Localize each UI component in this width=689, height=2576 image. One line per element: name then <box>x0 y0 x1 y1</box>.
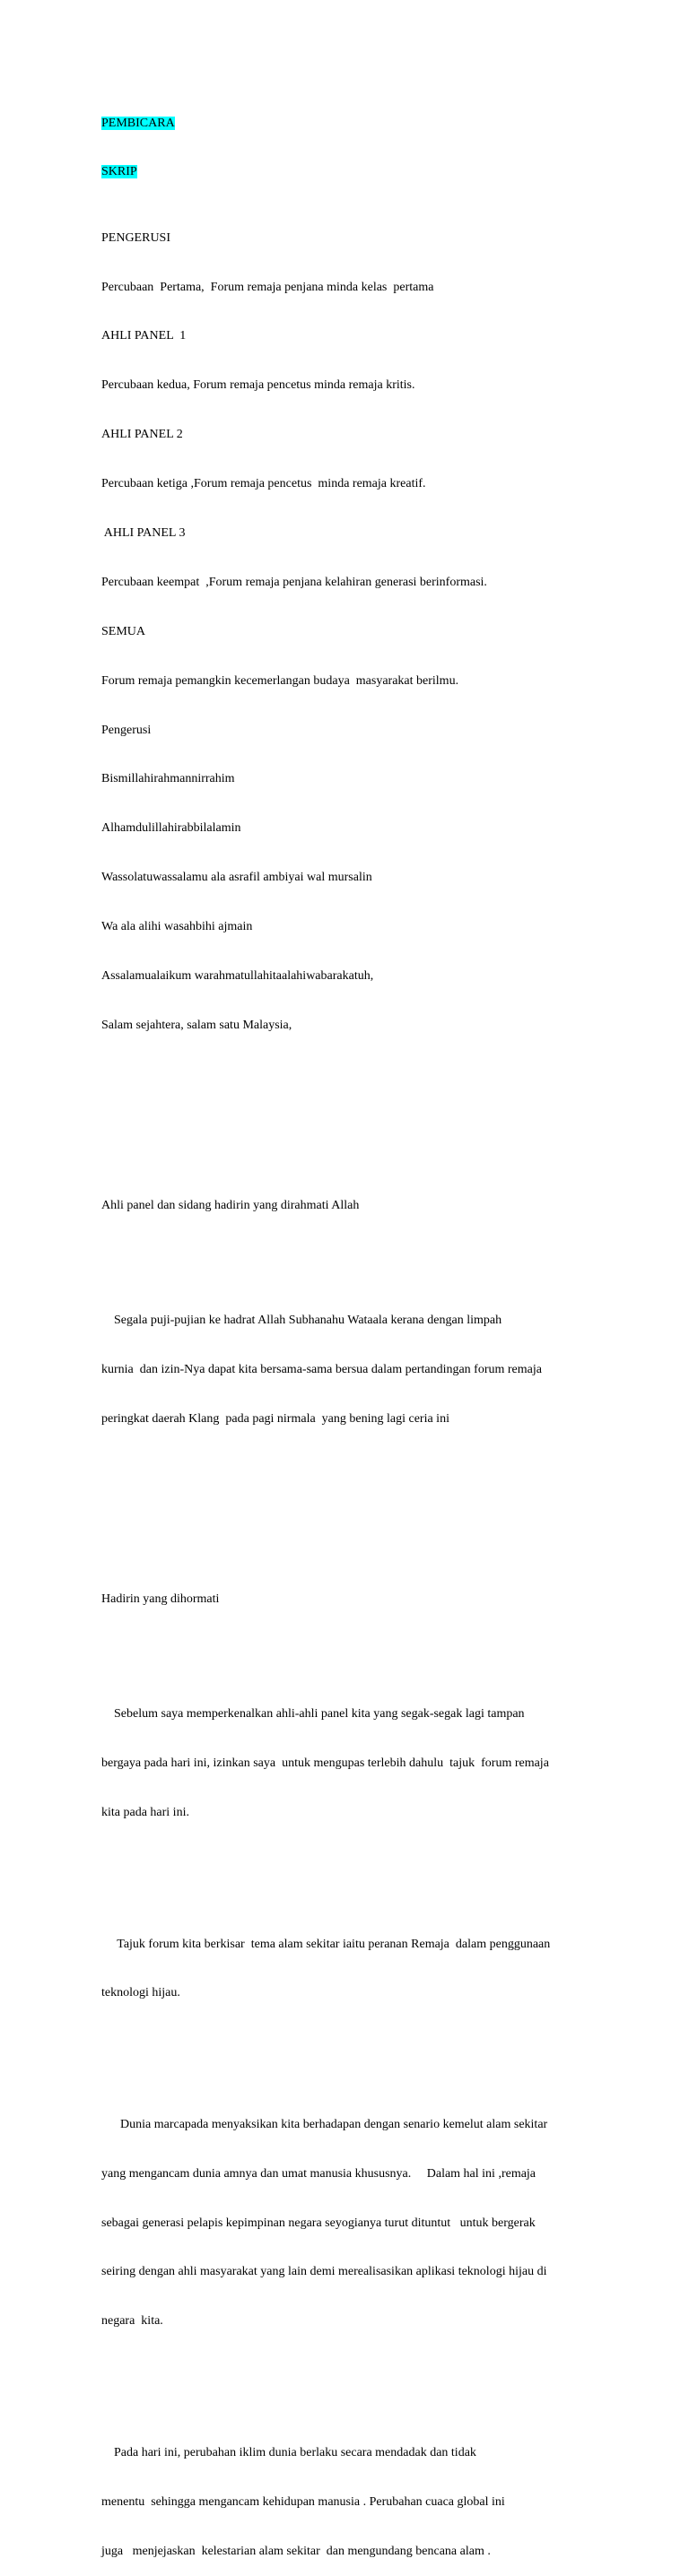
paragraph-line: Pada hari ini, perubahan iklim dunia berlaku secara mendadak dan tidak <box>101 2445 476 2459</box>
paragraph-line: sebagai generasi pelapis kepimpinan negara seyogianya turut dituntut untuk bergerak <box>101 2216 536 2230</box>
text-line: Percubaan ketiga ,Forum remaja pencetus minda remaja kreatif. <box>101 477 426 491</box>
blank-line <box>101 2380 676 2396</box>
document-page <box>101 82 676 2576</box>
text-line: AHLI PANEL 3 <box>101 526 186 541</box>
highlighted-text: SKRIP <box>101 165 137 179</box>
paragraph-line: peringkat daerah Klang pada pagi nirmala yang bening lagi ceria ini <box>101 1412 449 1427</box>
text-line: Pengerusi <box>101 723 152 737</box>
paragraph-line: yang mengancam dunia amnya dan umat manusia khususnya. Dalam hal ini ,remaja <box>101 2166 536 2181</box>
greeting-heading: Ahli panel dan sidang hadirin yang dirahmati Allah <box>101 1199 360 1213</box>
blank-line <box>101 1870 676 1886</box>
blank-line <box>101 1132 676 1149</box>
text-line: Percubaan kedua, Forum remaja pencetus minda remaja kritis. <box>101 378 415 393</box>
paragraph-line: juga menjejaskan kelestarian alam sekitar dan mengundang bencana alam . <box>101 2544 491 2558</box>
skrip-label <box>101 164 676 180</box>
paragraph-line: Sebelum saya memperkenalkan ahli-ahli panel kita yang segak-segak lagi tampan <box>101 1707 525 1722</box>
blank-line <box>101 1247 676 1263</box>
paragraph-line: bergaya pada hari ini, izinkan saya untuk mengupas terlebih dahulu tajuk forum remaja <box>101 1756 549 1771</box>
text-line: Percubaan keempat ,Forum remaja penjana kelahiran generasi berinformasi. <box>101 575 487 589</box>
paragraph-line: kita pada hari ini. <box>101 1806 189 1820</box>
text-line: AHLI PANEL 2 <box>101 428 183 442</box>
blank-line <box>101 1477 676 1493</box>
highlighted-text: PEMBICARA <box>101 116 175 130</box>
paragraph-line: kurnia dan izin-Nya dapat kita bersama-sama bersua dalam pertandingan forum remaja <box>101 1363 542 1377</box>
greeting-heading: Hadirin yang dihormati <box>101 1592 220 1607</box>
paragraph-line: Segala puji-pujian ke hadrat Allah Subhanahu Wataala kerana dengan limpah <box>101 1314 502 1328</box>
paragraph-line: teknologi hijau. <box>101 1986 180 2000</box>
paragraph-line: negara kita. <box>101 2314 163 2329</box>
blank-line <box>101 1526 676 1542</box>
text-line: SEMUA <box>101 624 146 638</box>
blank-line <box>101 1641 676 1657</box>
text-line: Assalamualaikum warahmatullahitaalahiwabarakatuh, <box>101 969 374 984</box>
blank-line <box>101 2051 676 2068</box>
paragraph-line: menentu sehingga mengancam kehidupan manusia . Perubahan cuaca global ini <box>101 2494 505 2509</box>
text-line: Bismillahirahmannirrahim <box>101 772 235 786</box>
text-line: Forum remaja pemangkin kecemerlangan budaya masyarakat berilmu. <box>101 673 459 688</box>
text-line: PENGERUSI <box>101 230 171 245</box>
text-line: Alhamdulillahirabbilalamin <box>101 821 241 836</box>
text-line: Wassolatuwassalamu ala asrafil ambiyai wal mursalin <box>101 871 372 885</box>
text-line: Salam sejahtera, salam satu Malaysia, <box>101 1018 292 1032</box>
paragraph-line: Tajuk forum kita berkisar tema alam sekitar iaitu peranan Remaja dalam penggunaan <box>101 1937 551 1951</box>
paragraph-line: seiring dengan ahli masyarakat yang lain demi merealisasikan aplikasi teknologi hijau di <box>101 2265 547 2279</box>
text-line: Percubaan Pertama, Forum remaja penjana minda kelas pertama <box>101 280 434 294</box>
pembicara-label <box>101 116 676 132</box>
text-line: Wa ala alihi wasahbihi ajmain <box>101 920 253 934</box>
blank-line <box>101 1083 676 1099</box>
text-line: AHLI PANEL 1 <box>101 329 187 343</box>
paragraph-line: Dunia marcapada menyaksikan kita berhadapan dengan senario kemelut alam sekitar <box>101 2117 548 2131</box>
